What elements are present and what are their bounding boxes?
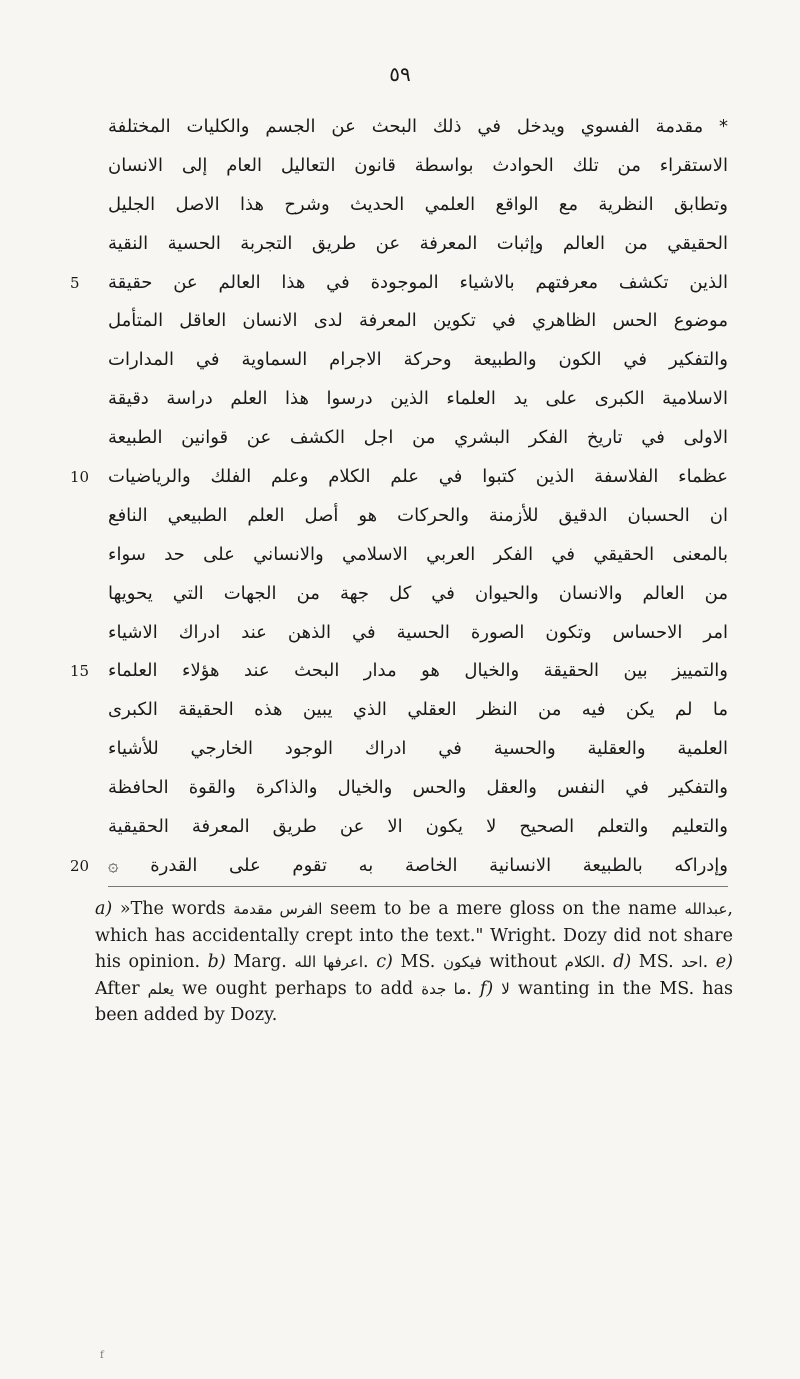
footnote-text: .	[599, 952, 606, 972]
line-number: 15	[70, 662, 90, 681]
text-line	[108, 769, 728, 808]
text-line	[108, 614, 728, 653]
line-text: الاستقراء من تلك الحوادث بواسطة قانون التعاليل العام إلى الانسان	[108, 154, 728, 176]
footnote-text: .	[466, 978, 472, 999]
arabic-text-block	[70, 108, 728, 886]
footnote-text: .	[363, 952, 369, 972]
footnote-arabic: عبدالله	[684, 900, 728, 918]
text-line	[108, 186, 728, 225]
line-text: العلمية والعقلية والحسية في ادراك الوجود الخارجي للأشياء	[108, 738, 728, 760]
line-text: * مقدمة الفسوي ويدخل في ذلك البحث عن الجسم والكليات المختلفة	[108, 116, 728, 137]
text-line	[70, 264, 728, 303]
line-text: الحقيقي من العالم وإثبات المعرفة عن طريق التجربة الحسية النقية	[108, 232, 728, 254]
footnote-text: wanting in the MS. has been added by Dozy.	[95, 978, 733, 1025]
text-line	[108, 808, 728, 847]
footnote-text: we ought perhaps to add	[174, 978, 422, 999]
footnote-arabic: فيكون	[442, 953, 482, 971]
footnote-mark: f)	[479, 978, 494, 999]
footnote-text: .	[702, 952, 709, 972]
line-text: ان الحسبان الدقيق للأزمنة والحركات هو أصل العلم الطبيعي النافع	[108, 504, 728, 526]
line-text: وتطابق النظرية مع الواقع العلمي الحديث وشرح هذا الاصل الجليل	[108, 193, 728, 215]
text-line	[108, 691, 728, 730]
line-text: بالمعنى الحقيقي في الفكر العربي الاسلامي والانساني على حد سواء	[108, 543, 728, 565]
line-number: 10	[70, 468, 90, 487]
footnote-arabic: لا	[501, 979, 510, 998]
footnote-text: Marg.	[225, 952, 295, 972]
text-line	[108, 536, 728, 575]
footnote-mark: b)	[207, 952, 226, 972]
footnote-text: without	[481, 952, 565, 972]
line-text: والتمييز بين الحقيقة والخيال هو مدار البحث عند هؤلاء العلماء	[108, 660, 728, 682]
text-line	[108, 108, 728, 147]
footnote-text: , which has accidentally crept into the text." Wright. Dozy did not share his opinion.	[95, 899, 733, 972]
text-line	[108, 225, 728, 264]
text-line	[108, 497, 728, 536]
line-text: ما لم يكن فيه من النظر العقلي الذي يبين هذه الحقيقة الكبرى	[108, 699, 728, 721]
line-text: والتعليم والتعلم الصحيح لا يكون الا عن طريق المعرفة الحقيقية	[108, 816, 728, 838]
line-text: من العالم والانسان والحيوان في كل جهة من الجهات التي يحويها	[108, 582, 728, 604]
footnote-text: seem to be a mere gloss on the name	[322, 899, 685, 919]
footnote-mark: c)	[376, 952, 393, 972]
footnote-arabic: احد	[681, 953, 703, 971]
footnote-arabic: ما جدة	[421, 979, 467, 998]
text-line	[108, 419, 728, 458]
footnote-mark: e)	[715, 952, 733, 972]
text-line	[108, 575, 728, 614]
footnote-arabic: يعلم	[147, 979, 175, 998]
text-line	[70, 847, 728, 886]
footnote-text: MS.	[631, 952, 682, 972]
page-number: ٥٩	[389, 62, 411, 86]
text-line	[108, 302, 728, 341]
text-line	[108, 341, 728, 380]
footnote-arabic: اعرفها الله	[294, 953, 364, 971]
line-text: الاولى في تاريخ الفكر البشري من اجل الكشف عن قوانين الطبيعة	[108, 427, 728, 449]
footnotes	[95, 896, 733, 1029]
footnote-text: After	[95, 978, 148, 999]
footnote-paragraph	[95, 896, 733, 1029]
footnote-mark: d)	[613, 952, 632, 972]
footnote-text: MS.	[392, 952, 443, 972]
line-text: والتفكير في الكون والطبيعة وحركة الاجرام السماوية في المدارات	[108, 349, 728, 371]
line-text: الذين تكشف معرفتهم بالاشياء الموجودة في هذا العالم عن حقيقة	[108, 271, 728, 293]
text-line	[108, 147, 728, 186]
text-line	[108, 730, 728, 769]
footnote-separator	[108, 886, 728, 887]
line-text: عظماء الفلاسفة الذين كتبوا في علم الكلام وعلم الفلك والرياضيات	[108, 466, 728, 488]
text-line	[108, 380, 728, 419]
line-text: موضوع الحس الظاهري في تكوين المعرفة لدى الانسان العاقل المتأمل	[108, 310, 728, 332]
footnote-mark: a)	[95, 899, 113, 919]
footnote-arabic: الفرس مقدمة	[233, 900, 323, 918]
line-text: الاسلامية الكبرى على يد العلماء الذين درسوا هذا العلم دراسة دقيقة	[108, 388, 728, 410]
line-text: امر الاحساس وتكون الصورة الحسية في الذهن عند ادراك الاشياء	[108, 621, 728, 643]
corner-mark: f	[100, 1350, 104, 1361]
line-number: 5	[70, 273, 80, 292]
line-text: والتفكير في النفس والعقل والحس والخيال والذاكرة والقوة الحافظة	[108, 777, 728, 799]
footnote-arabic: الكلام	[564, 953, 600, 971]
text-line	[70, 458, 728, 497]
line-text: وإدراكه بالطبيعة الانسانية الخاصة به تقوم على القدرة ۞	[108, 854, 728, 876]
text-line	[70, 652, 728, 691]
line-number: 20	[70, 856, 90, 875]
footnote-text: »The words	[112, 899, 234, 919]
